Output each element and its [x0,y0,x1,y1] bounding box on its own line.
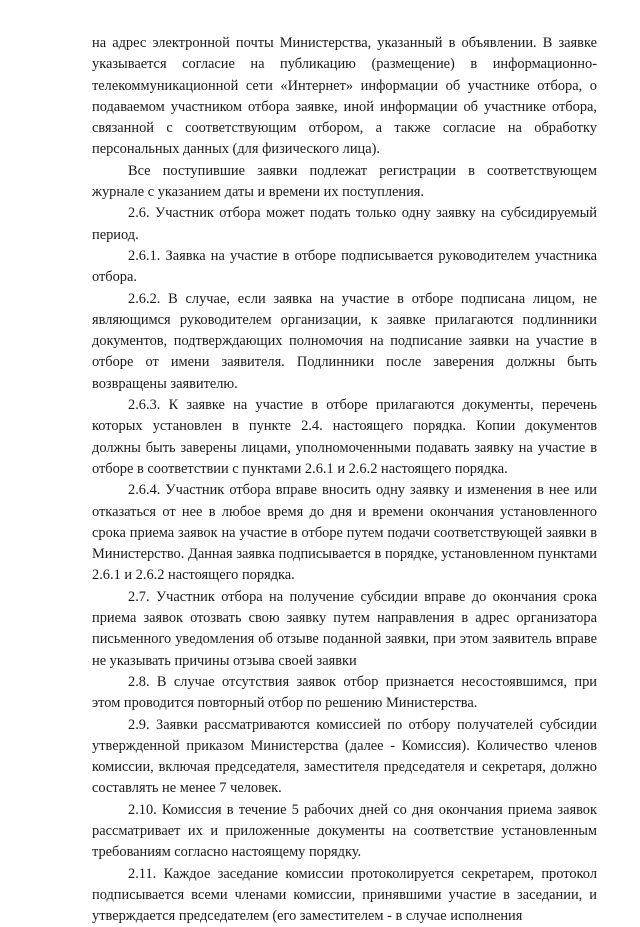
paragraph-2-6: 2.6. Участник отбора может подать только одну заявку на субсидируемый период. [92,205,597,243]
paragraph-2-6-2: 2.6.2. В случае, если заявка на участие в отборе подписана лицом, не являющимся руководителем организации, к заявке прилагаются подлинники документов, подтверждающих полномочия на подписание заявки на участие в отборе от имени заявителя. Подлинники после заверения должны быть возвращены заявителю. [92,290,597,392]
paragraph-registration: Все поступившие заявки подлежат регистрации в соответствующем журнале с указанием даты и времени их поступления. [92,162,597,201]
document-body [92,33,597,927]
paragraph-2-6-4: 2.6.4. Участник отбора вправе вносить одну заявку и изменения в нее или отказаться от нее в любое время до дня и времени окончания установленного срока приема заявок на участие в отборе путем подачи соответствующей заявки в Министерство. Данная заявка подписывается в порядке, установленном пунктами 2.6.1 и 2.6.2 настоящего порядка. [92,482,597,584]
paragraph-2-11: 2.11. Каждое заседание комиссии протоколируется секретарем, протокол подписывается всеми членами комиссии, принявшими участие в заседании, и утверждается председателем (его заместителем - в случае исполнения [92,865,597,925]
paragraph-2-9: 2.9. Заявки рассматриваются комиссией по отбору получателей субсидии утвержденной приказом Министерства (далее - Комиссия). Количество членов комиссии, включая председателя, заместителя председателя и секретаря, должно составлять не менее 7 человек. [92,716,597,797]
paragraph-2-10: 2.10. Комиссия в течение 5 рабочих дней со дня окончания приема заявок рассматривает их и приложенные документы на соответствие установленным требованиям согласно настоящему порядку. [92,801,597,861]
paragraph-2-7: 2.7. Участник отбора на получение субсидии вправе до окончания срока приема заявок отозвать свою заявку путем направления в адрес организатора письменного уведомления об отзыве поданной заявки, при этом заявитель вправе не указывать причины отзыва своей заявки [92,588,597,669]
paragraph-2-6-1: 2.6.1. Заявка на участие в отборе подписывается руководителем участника отбора. [92,247,597,286]
paragraph-2-6-3: 2.6.3. К заявке на участие в отборе прилагаются документы, перечень которых установлен в пункте 2.4. настоящего порядка. Копии документов должны быть заверены лицами, уполномоченными подавать заявку на участие в отборе в соответствии с пунктами 2.6.1 и 2.6.2 настоящего порядка. [92,397,597,477]
paragraph-2-8: 2.8. В случае отсутствия заявок отбор признается несостоявшимся, при этом проводится повторный отбор по решению Министерства. [92,673,597,712]
paragraph-continuation: на адрес электронной почты Министерства, указанный в объявлении. В заявке указывается согласие на публикацию (размещение) в информационно-телекоммуникационной сети «Интернет» информации об участнике отбора, о подаваемом участником отбора заявке, иной информации об участнике отбора, связанной с соответствующим отбором, а также согласие на обработку персональных данных (для физического лица). [92,35,597,158]
